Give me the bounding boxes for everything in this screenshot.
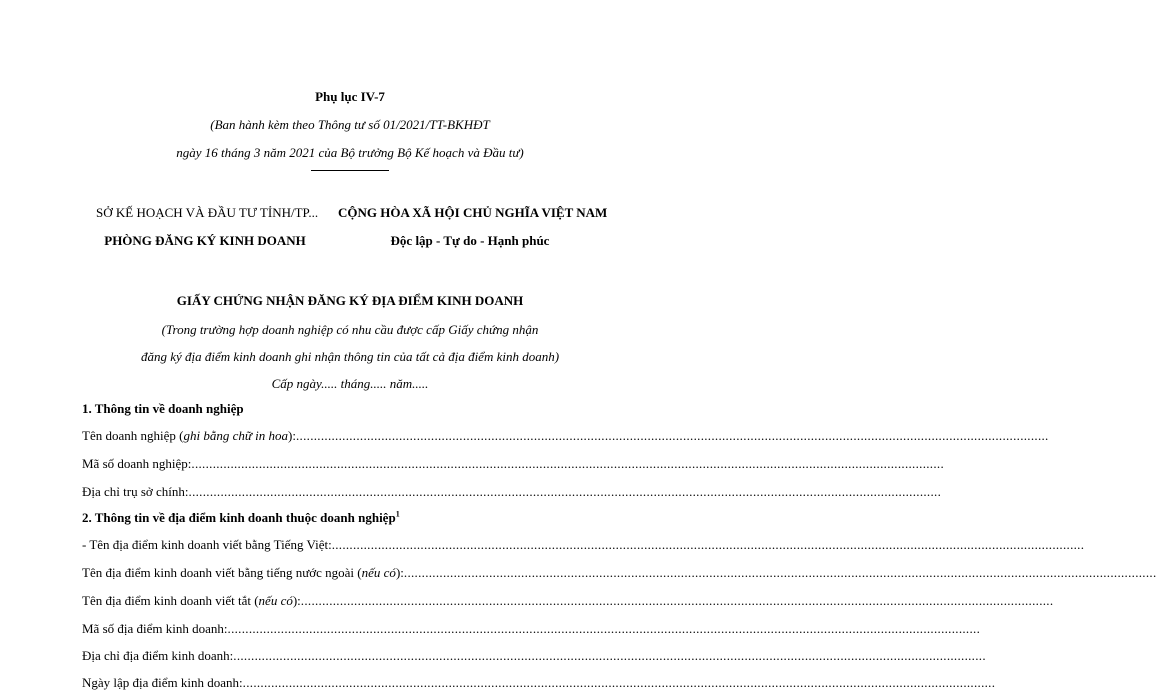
- agency-office: PHÒNG ĐĂNG KÝ KINH DOANH: [104, 233, 306, 248]
- field-location-name-short: [82, 591, 1054, 609]
- field-tax-code-label: Mã số doanh nghiệp:: [82, 456, 192, 471]
- field-location-name-vi-leader: ....................................................................................................................................................................................................................: [331, 537, 1085, 552]
- field-head-office-label: Địa chỉ trụ sở chính:: [82, 484, 189, 499]
- field-location-address-label: Địa chỉ địa điểm kinh doanh:: [82, 648, 234, 663]
- field-location-code-label: Mã số địa điểm kinh doanh:: [82, 621, 228, 636]
- field-established-date-leader: ....................................................................................................................................................................................................................: [242, 675, 996, 690]
- issue-date: Cấp ngày..... tháng..... năm.....: [271, 376, 429, 391]
- footnote-mark: 1: [395, 509, 400, 519]
- document-note-line-1: (Trong trường hợp doanh nghiệp có nhu cầu được cấp Giấy chứng nhận: [161, 322, 539, 337]
- section-2-heading: 2. Thông tin về địa điểm kinh doanh thuộc doanh nghiệp$^1$: [82, 509, 400, 525]
- appendix-divider: [311, 170, 389, 171]
- appendix-title: Phụ lục IV-7: [315, 89, 385, 104]
- field-location-address-leader: ....................................................................................................................................................................................................................: [233, 648, 986, 663]
- field-location-code-leader: ....................................................................................................................................................................................................................: [227, 621, 981, 636]
- field-location-code: [82, 619, 981, 637]
- field-location-name-foreign-leader: ....................................................................................................................................................................................................................: [403, 565, 1157, 580]
- field-enterprise-name-label: Tên doanh nghiệp (ghi bằng chữ in hoa):: [82, 428, 296, 443]
- field-tax-code: [82, 454, 945, 472]
- appendix-issued-line-1: (Ban hành kèm theo Thông tư số 01/2021/TT-BKHĐT: [210, 117, 490, 132]
- document-note-line-2: đăng ký địa điểm kinh doanh ghi nhận thông tin của tất cả địa điểm kinh doanh): [140, 349, 560, 364]
- field-location-address: [82, 646, 986, 664]
- agency-department: SỞ KẾ HOẠCH VÀ ĐẦU TƯ TỈNH/TP...: [96, 205, 319, 220]
- field-enterprise-name: [82, 426, 1049, 444]
- section-1-heading: 1. Thông tin về doanh nghiệp: [82, 401, 244, 416]
- field-established-date-label: Ngày lập địa điểm kinh doanh:: [82, 675, 243, 690]
- field-head-office: [82, 482, 942, 500]
- document-title: GIẤY CHỨNG NHẬN ĐĂNG KÝ ĐỊA ĐIỂM KINH DOANH: [176, 293, 524, 308]
- field-location-name-foreign-label: Tên địa điểm kinh doanh viết bằng tiếng nước ngoài (nếu có):: [82, 565, 404, 580]
- field-location-name-vi-label: - Tên địa điểm kinh doanh viết bằng Tiếng Việt:: [82, 537, 332, 552]
- field-established-date: [82, 673, 996, 691]
- national-motto: Độc lập - Tự do - Hạnh phúc: [390, 233, 550, 248]
- appendix-issued-line-2: ngày 16 tháng 3 năm 2021 của Bộ trưởng Bộ Kế hoạch và Đầu tư): [176, 145, 524, 160]
- field-location-name-short-label: Tên địa điểm kinh doanh viết tắt (nếu có):: [82, 593, 301, 608]
- field-tax-code-leader: ....................................................................................................................................................................................................................: [191, 456, 945, 471]
- field-head-office-leader: ....................................................................................................................................................................................................................: [188, 484, 942, 499]
- field-location-name-foreign: [82, 563, 1157, 581]
- field-enterprise-name-leader: ....................................................................................................................................................................................................................: [296, 428, 1049, 443]
- field-location-name-short-leader: ....................................................................................................................................................................................................................: [300, 593, 1054, 608]
- field-location-name-vi: [82, 535, 1085, 553]
- national-name: CỘNG HÒA XÃ HỘI CHỦ NGHĨA VIỆT NAM: [338, 205, 608, 220]
